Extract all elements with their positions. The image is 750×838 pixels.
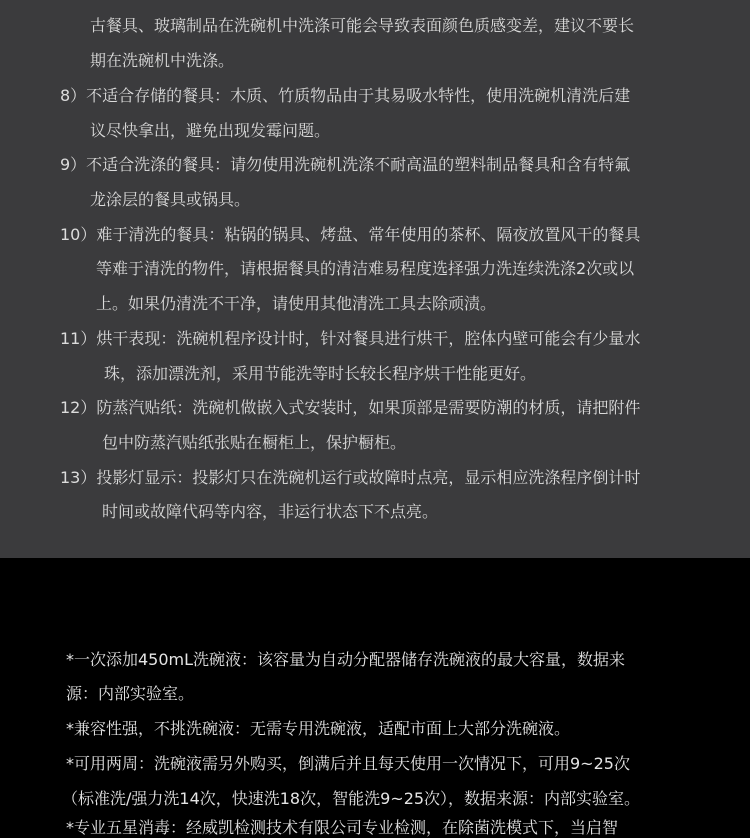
note-line: *专业五星消毒：经威凯检测技术有限公司专业检测，在除菌洗模式下，当启智: [66, 818, 619, 837]
instruction-line: 珠，添加漂洗剂，采用节能洗等时长较长程序烘干性能更好。: [104, 364, 537, 383]
note-line: （标准洗/强力洗14次，快速洗18次，智能洗9~25次），数据来源：内部实验室。: [62, 789, 641, 808]
note-line: *一次添加450mL洗碗液：该容量为自动分配器储存洗碗液的最大容量，数据来: [66, 650, 626, 669]
instruction-line: 古餐具、玻璃制品在洗碗机中洗涤可能会导致表面颜色质感变差，建议不要长: [90, 16, 635, 35]
instruction-line: 包中防蒸汽贴纸张贴在橱柜上，保护橱柜。: [102, 433, 407, 452]
instruction-line: 13）投影灯显示：投影灯只在洗碗机运行或故障时点亮，显示相应洗涤程序倒计时: [60, 468, 641, 487]
instruction-line: 上。如果仍清洗不干净，请使用其他清洗工具去除顽渍。: [96, 294, 497, 313]
instruction-line: 时间或故障代码等内容，非运行状态下不点亮。: [102, 502, 439, 521]
instruction-line: 12）防蒸汽贴纸：洗碗机做嵌入式安装时，如果顶部是需要防潮的材质，请把附件: [60, 398, 641, 417]
instruction-line: 期在洗碗机中洗涤。: [90, 51, 235, 70]
instruction-line: 等难于清洗的物件，请根据餐具的清洁难易程度选择强力洗连续洗涤2次或以: [96, 259, 635, 278]
note-line: *可用两周：洗碗液需另外购买，倒满后并且每天使用一次情况下，可用9~25次: [66, 754, 630, 773]
instruction-line: 11）烘干表现：洗碗机程序设计时，针对餐具进行烘干，腔体内壁可能会有少量水: [60, 329, 641, 348]
instruction-line: 9）不适合洗涤的餐具：请勿使用洗碗机洗涤不耐高温的塑料制品餐具和含有特氟: [60, 155, 631, 174]
instruction-line: 10）难于清洗的餐具：粘锅的锅具、烤盘、常年使用的茶杯、隔夜放置风干的餐具: [60, 225, 641, 244]
note-line: *兼容性强，不挑洗碗液：无需专用洗碗液，适配市面上大部分洗碗液。: [66, 719, 571, 738]
instruction-line: 议尽快拿出，避免出现发霉问题。: [90, 121, 331, 140]
note-line: 源：内部实验室。: [66, 684, 195, 703]
instruction-line: 8）不适合存储的餐具：木质、竹质物品由于其易吸水特性，使用洗碗机清洗后建: [60, 86, 631, 105]
instruction-line: 龙涂层的餐具或锅具。: [90, 190, 251, 209]
